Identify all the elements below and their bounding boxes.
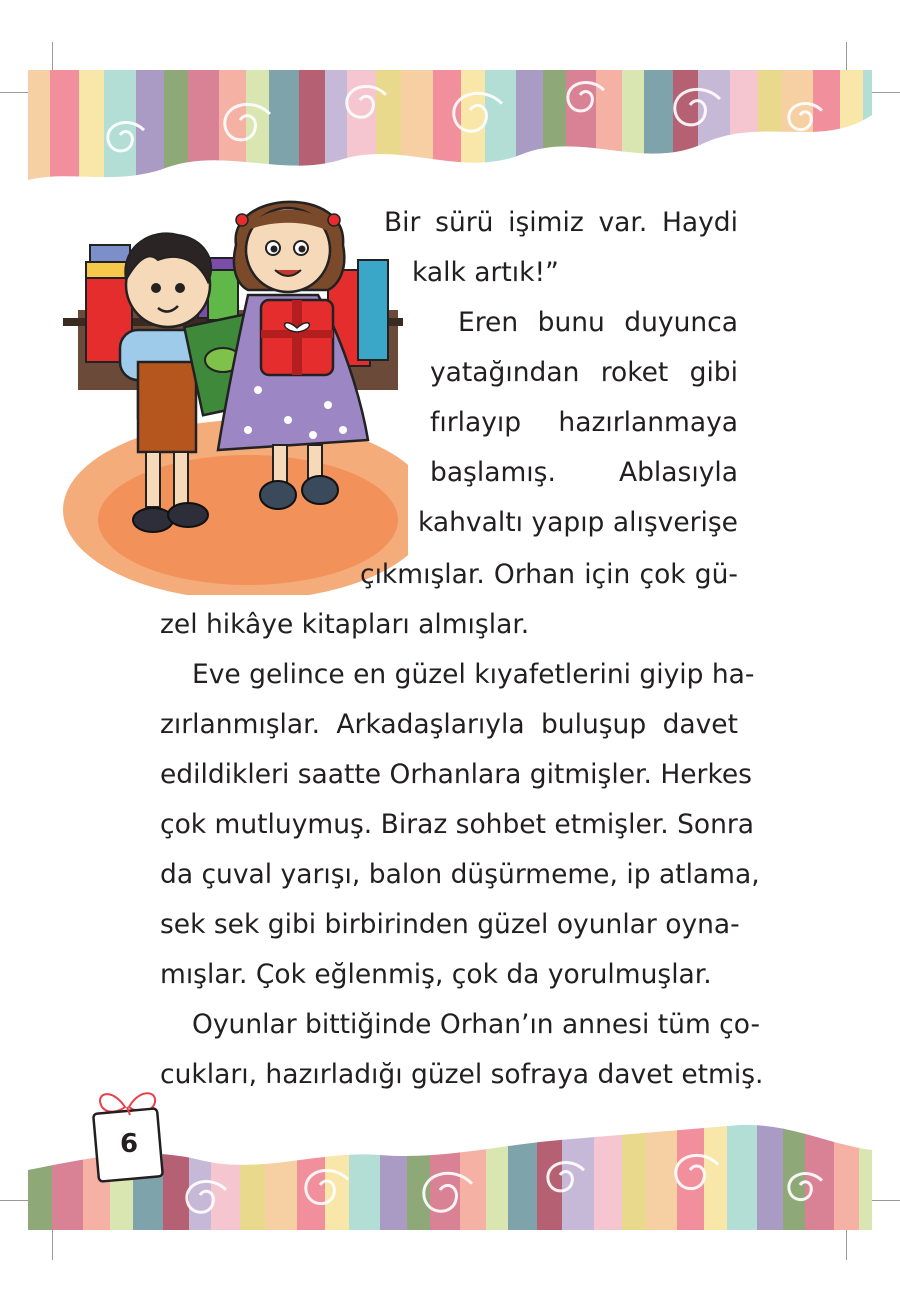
decor-stripe (783, 1115, 806, 1255)
decor-stripe (136, 60, 165, 200)
decor-stripe (596, 60, 623, 200)
decor-stripe (813, 60, 841, 200)
decor-stripe (269, 60, 300, 200)
story-line: zel hikâye kitapları almışlar. (160, 609, 530, 640)
decor-stripe (758, 60, 783, 200)
decor-stripe (79, 60, 105, 200)
story-line: kahvaltı yapıp alışverişe (418, 507, 738, 538)
story-line: Oyunlar bittiğinde Orhan’ın annesi tüm ço- (192, 1009, 761, 1040)
story-line: sek sek gibi birbirinden güzel oyunlar oyna- (160, 909, 740, 940)
decor-stripe (516, 60, 544, 200)
decor-stripe (646, 1115, 678, 1255)
page-number: 6 (119, 1129, 139, 1159)
decor-stripe (757, 1115, 784, 1255)
decor-stripe (164, 60, 189, 200)
decor-stripe (219, 60, 247, 200)
decor-stripe (50, 60, 80, 200)
story-line: yatağından roket gibi (430, 357, 738, 388)
decor-stripe (594, 1115, 623, 1255)
story-line: kalk artık!” (412, 257, 559, 288)
decor-stripe (211, 1115, 241, 1255)
decor-stripe (730, 60, 759, 200)
decor-stripe (380, 1115, 408, 1255)
decor-stripe (704, 1115, 728, 1255)
story-line: zırlanmışlar. Arkadaşlarıyla buluşup davet (160, 709, 738, 740)
decor-stripe (673, 60, 699, 200)
decor-stripe (486, 1115, 509, 1255)
decor-stripe (562, 1115, 595, 1255)
decor-band-top (0, 60, 900, 200)
story-line: başlamış. Ablasıyla (430, 457, 738, 488)
decor-stripe (622, 1115, 647, 1255)
decor-stripe (265, 1115, 298, 1255)
decor-stripe (834, 1115, 860, 1255)
story-line: Bir sürü işimiz var. Haydi (384, 207, 738, 238)
decor-stripe (52, 1115, 84, 1255)
story-line: Eve gelince en güzel kıyafetlerini giyip ha- (192, 659, 755, 690)
decor-stripe (188, 60, 220, 200)
decor-stripe (644, 60, 674, 200)
story-line: çok mutluymuş. Biraz sohbet etmişler. Sonra (160, 809, 755, 840)
decor-stripe (28, 60, 51, 200)
decor-stripe (566, 60, 597, 200)
story-line: fırlayıp hazırlanmaya (430, 407, 738, 438)
decor-stripe (840, 60, 864, 200)
story-line: Eren bunu duyunca (458, 307, 738, 338)
story-line: edildikleri saatte Orhanlara gitmişler. Herkes (160, 759, 752, 790)
story-line: mışlar. Çok eğlenmiş, çok da yorulmuşlar. (160, 959, 712, 990)
decor-stripe (28, 1115, 53, 1255)
decor-stripe (325, 1115, 350, 1255)
decor-stripe (325, 60, 348, 200)
decor-stripe (347, 60, 377, 200)
decor-stripe (349, 1115, 381, 1255)
decor-stripe (240, 1115, 266, 1255)
decor-stripe (543, 60, 567, 200)
children-illustration (58, 190, 408, 595)
decor-stripe (460, 1115, 487, 1255)
decor-stripe (485, 60, 517, 200)
decor-stripe (859, 1115, 892, 1255)
decor-stripe (376, 60, 402, 200)
story-line: çıkmışlar. Orhan için çok gü- (360, 559, 738, 590)
decor-stripe (622, 60, 645, 200)
decor-stripe (698, 60, 731, 200)
decor-stripe (508, 1115, 538, 1255)
decor-stripe (246, 60, 270, 200)
decor-stripe (433, 60, 462, 200)
story-line: cukları, hazırladığı güzel sofraya davet etmiş. (160, 1059, 764, 1090)
decor-stripe (401, 60, 434, 200)
story-line: da çuval yarışı, balon düşürmeme, ip atlama, (160, 859, 760, 890)
decor-stripe (299, 60, 326, 200)
decor-stripe (863, 60, 894, 200)
decor-stripe (727, 1115, 758, 1255)
